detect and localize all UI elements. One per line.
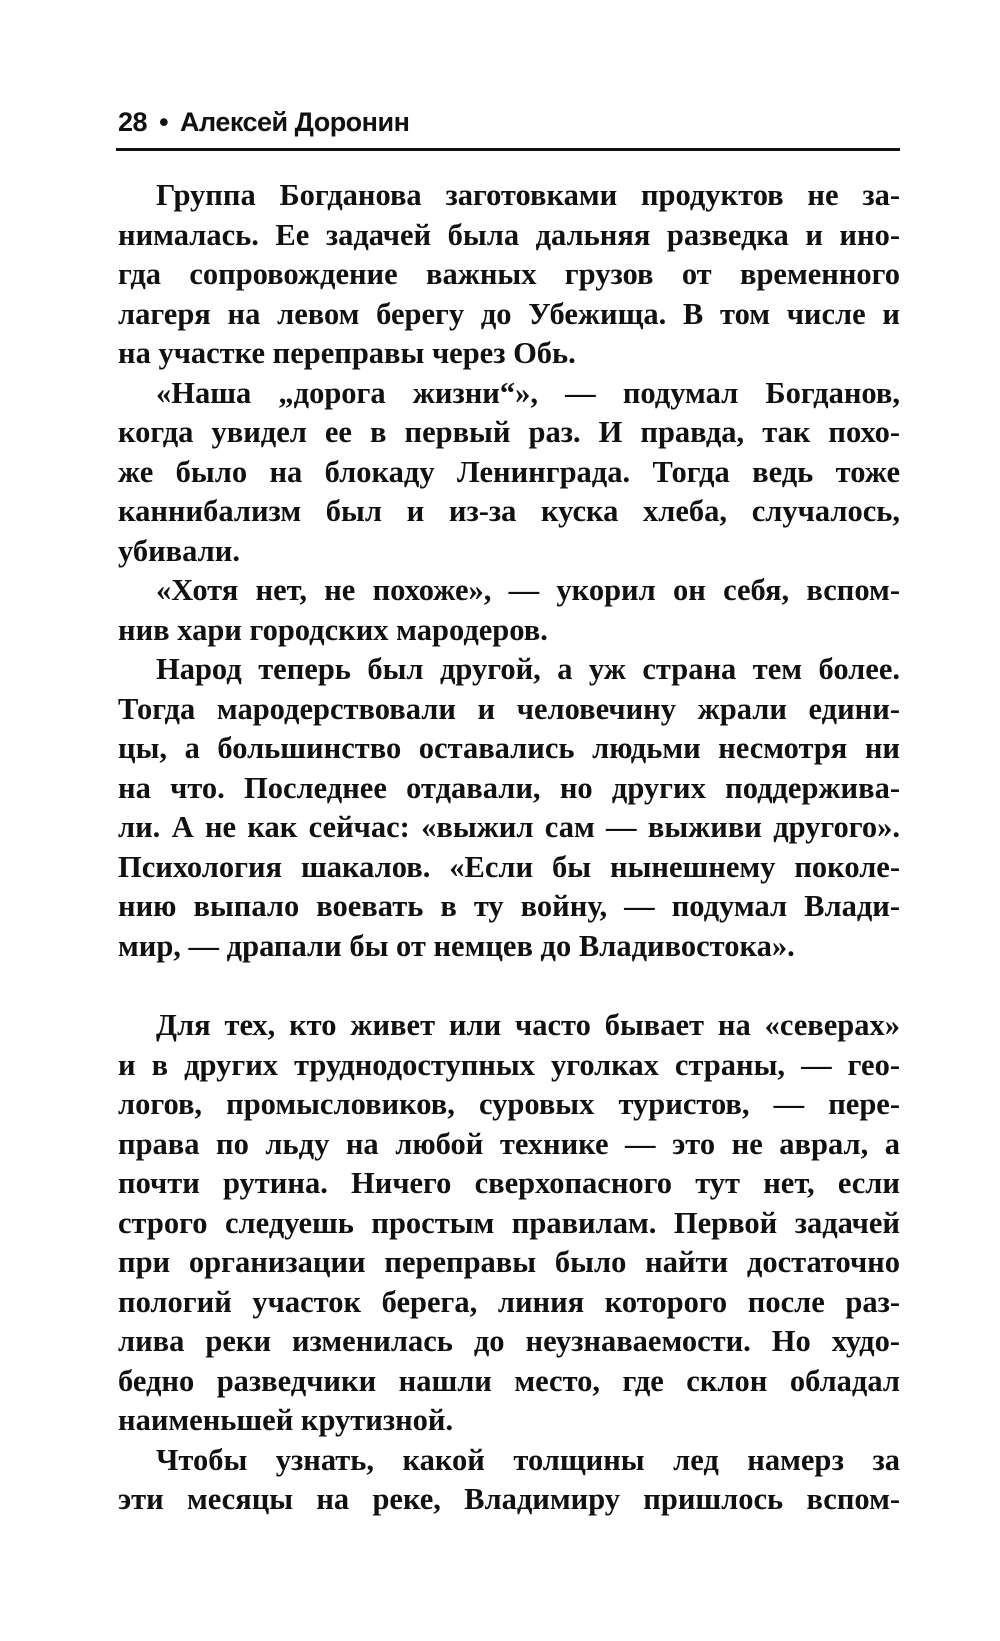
text-line: мир, — драпали бы от немцев до Владивостока».: [118, 928, 795, 963]
header-separator: •: [159, 107, 169, 137]
text-line: на участке переправы через Обь.: [118, 336, 576, 370]
paragraph: [118, 1006, 900, 1441]
text-line: лагеря на левом берегу до Убежища. В том числе и: [118, 296, 900, 331]
text-line: же было на блокаду Ленинграда. Тогда ведь тоже: [118, 454, 900, 489]
text-line: нималась. Ее задачей была дальняя разведка и ино-: [118, 217, 900, 252]
text-line: Для тех, кто живет или часто бывает на «северах»: [156, 1008, 900, 1042]
paragraph: [118, 176, 900, 374]
text-line: убивали.: [118, 533, 240, 568]
text-line: «Хотя нет, не похоже», — укорил он себя, вспом-: [156, 573, 900, 607]
paragraph: [118, 374, 900, 572]
text-line: когда увидел ее в первый раз. И правда, так похо-: [118, 415, 900, 449]
text-line: цы, а большинство оставались людьми несмотря ни: [118, 731, 900, 765]
page-number: 28: [118, 107, 148, 137]
section-break: [118, 966, 900, 1006]
text-line: права по льду на любой технике — это не аврал, а: [118, 1126, 900, 1161]
paragraph: [118, 571, 900, 650]
text-line: почти рутина. Ничего сверхопасного тут нет, если: [118, 1166, 900, 1200]
text-line: эти месяцы на реке, Владимиру пришлось вспом-: [118, 1482, 900, 1516]
text-line: логов, промысловиков, суровых туристов, — пере-: [118, 1087, 900, 1121]
text-line: Тогда мародерствовали и человечину жрали едини-: [118, 691, 900, 726]
text-line: гда сопровождение важных грузов от временного: [118, 257, 900, 291]
text-line: и в других труднодоступных уголках страны, — гео-: [118, 1047, 900, 1082]
author-name: Алексей Доронин: [180, 107, 410, 137]
running-header: [118, 107, 409, 138]
text-line: на что. Последнее отдавали, но других поддержива-: [118, 770, 900, 805]
text-line: нив хари городских мародеров.: [118, 612, 548, 647]
text-line: строго следуешь простым правилам. Первой задачей: [118, 1205, 900, 1240]
text-line: Группа Богданова заготовками продуктов не за-: [156, 178, 900, 212]
text-line: пологий участок берега, линия которого после раз-: [118, 1284, 900, 1319]
text-line: лива реки изменилась до неузнаваемости. Но худо-: [118, 1324, 900, 1358]
text-line: бедно разведчики нашли место, где склон обладал: [118, 1363, 900, 1398]
header-rule: [116, 148, 900, 151]
text-line: «Наша „дорога жизни“», — подумал Богданов,: [156, 375, 900, 410]
text-line: нию выпало воевать в ту войну, — подумал Влади-: [118, 889, 900, 923]
body-text: [118, 176, 900, 1520]
text-line: каннибализм был и из-за куска хлеба, случалось,: [118, 494, 900, 528]
text-line: Народ теперь был другой, а уж страна тем более.: [156, 652, 900, 686]
text-line: при организации переправы было найти достаточно: [118, 1245, 900, 1279]
text-line: ли. А не как сейчас: «выжил сам — выживи другого».: [118, 810, 900, 844]
paragraph: [118, 650, 900, 966]
text-line: Чтобы узнать, какой толщины лед намерз за: [156, 1442, 900, 1477]
paragraph: [118, 1441, 900, 1520]
text-line: Психология шакалов. «Если бы нынешнему поколе-: [118, 849, 900, 884]
text-line: наименьшей крутизной.: [118, 1403, 454, 1437]
